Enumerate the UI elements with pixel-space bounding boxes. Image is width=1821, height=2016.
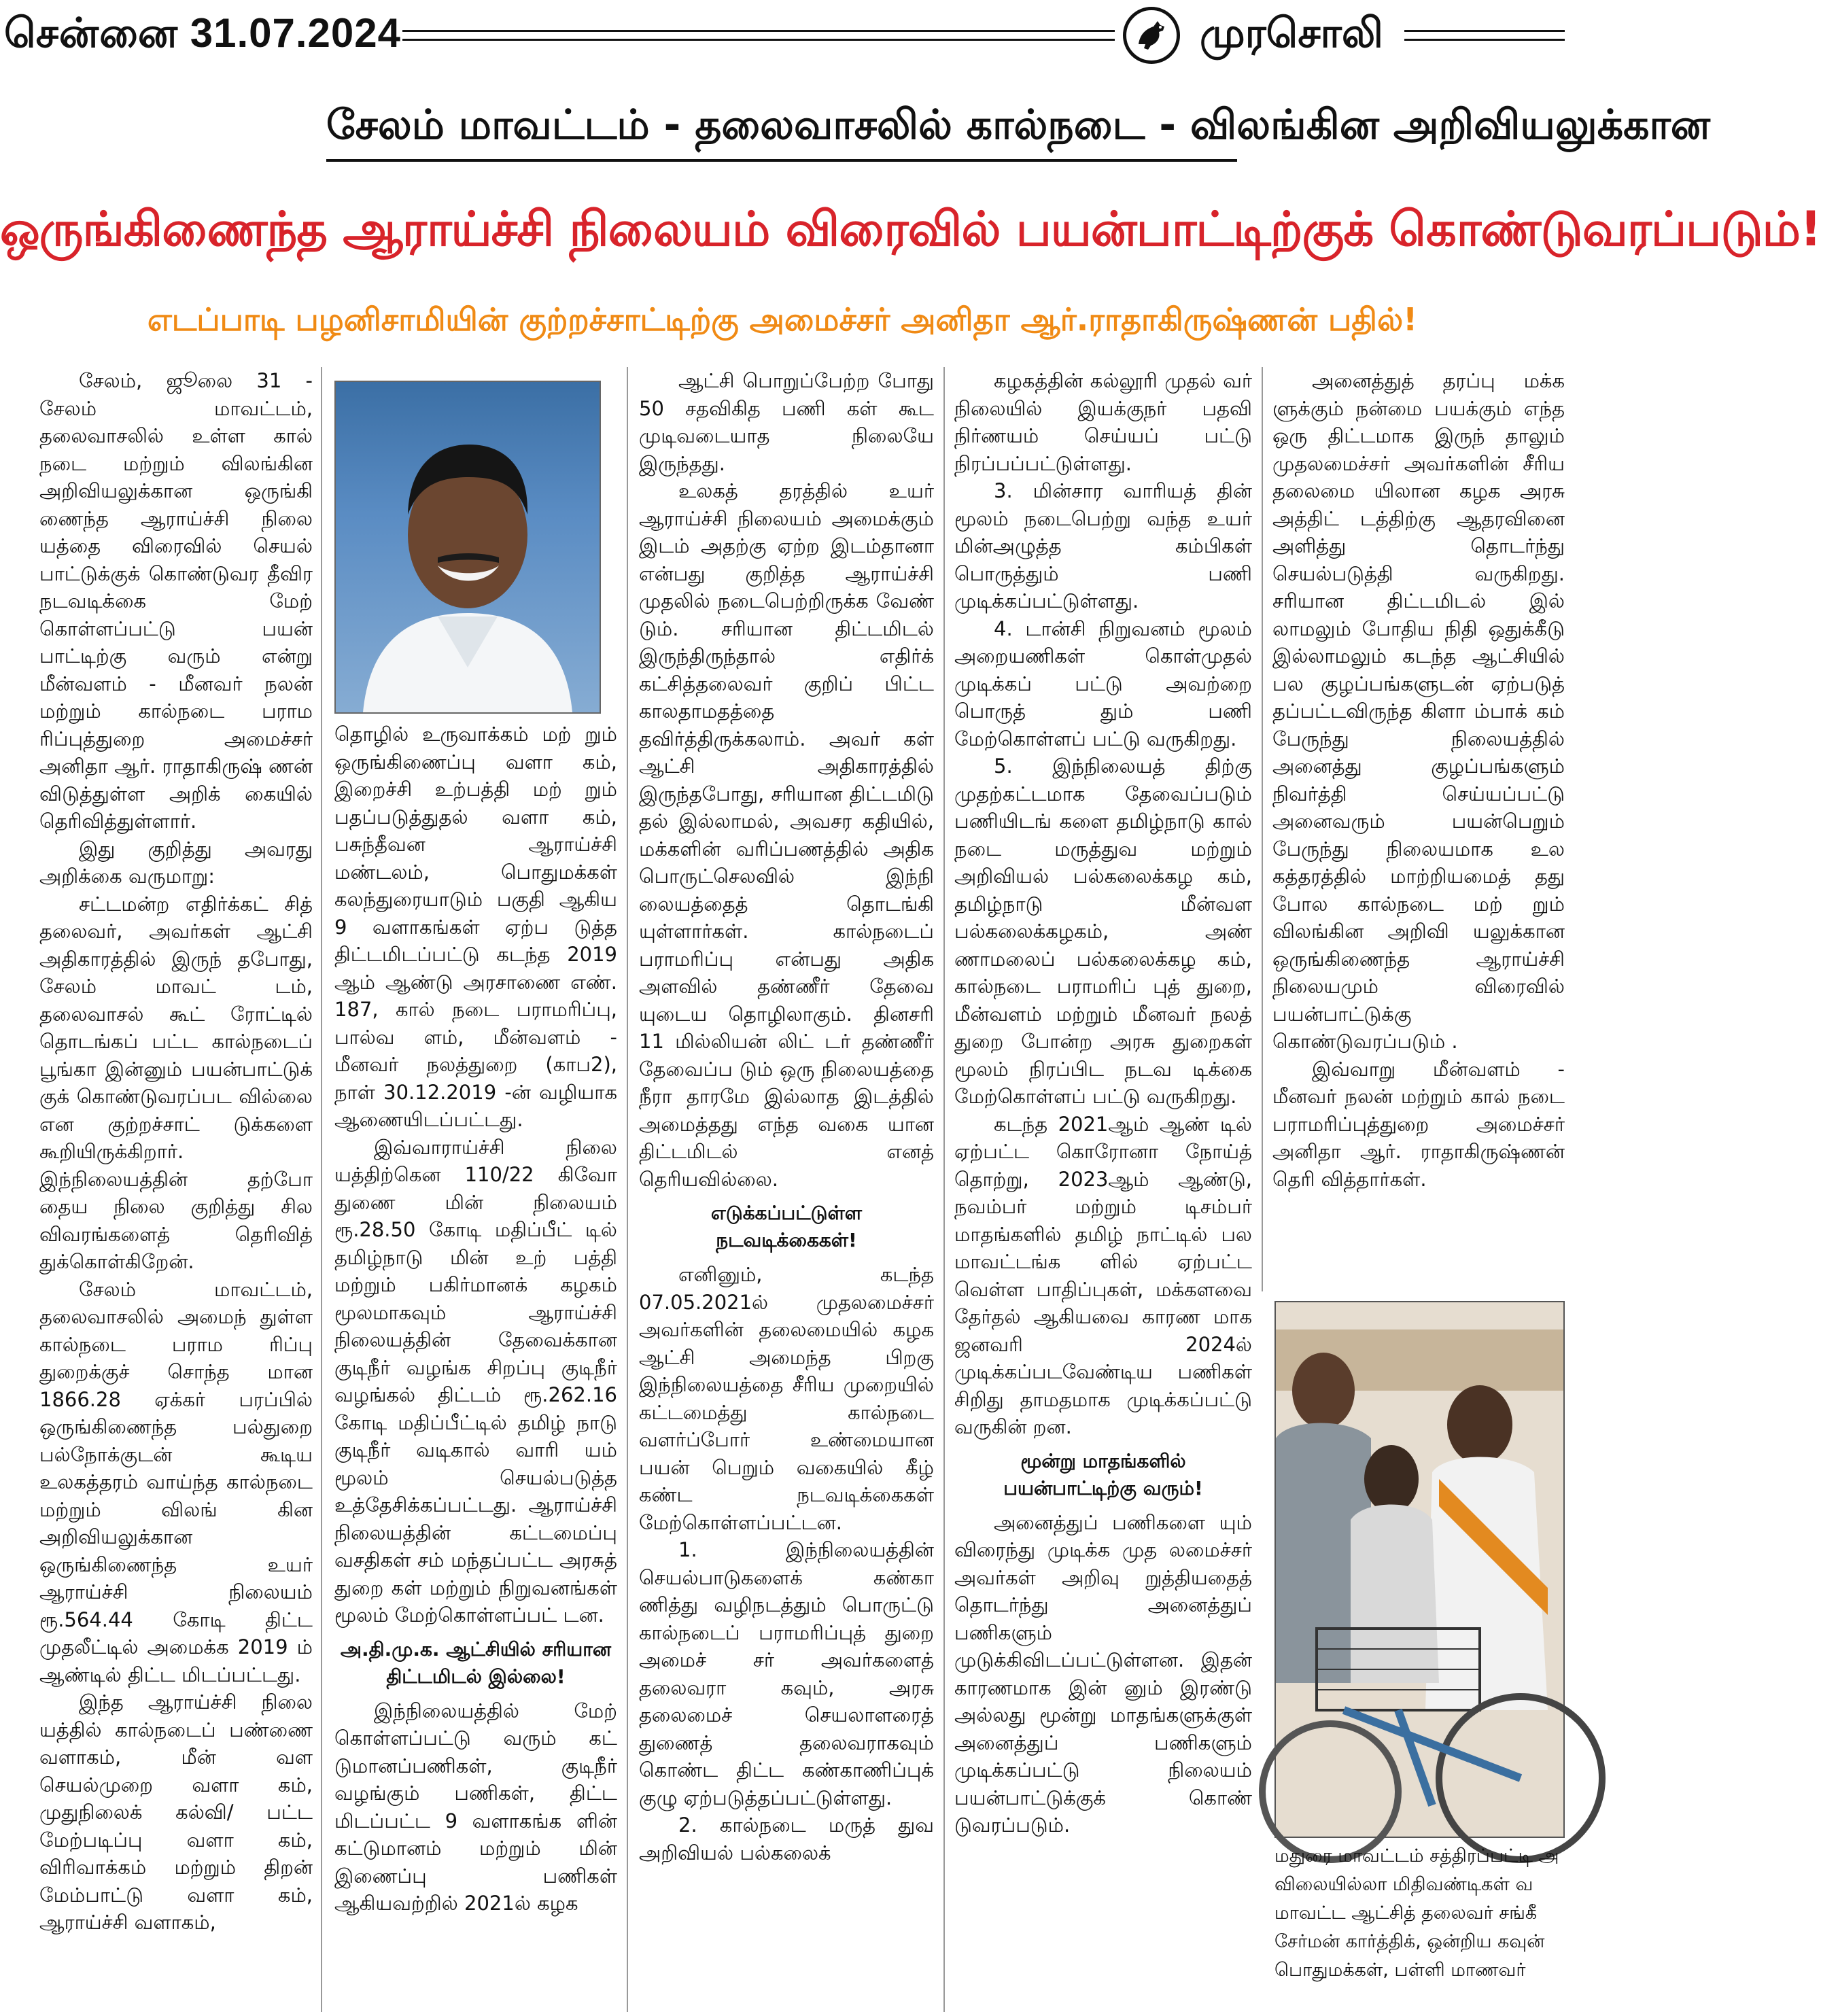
section-subheading: அ.தி.மு.க. ஆட்சியில் சரியான திட்டமிடல் இல்லை! (340, 1637, 612, 1688)
masthead-rule-left (402, 30, 1115, 41)
paragraph: 2. கால்நடை மருத் துவ அறிவியல் பல்கலைக் (639, 1813, 934, 1864)
column-divider (627, 367, 628, 2012)
section-subheading: எடுக்கப்பட்டுள்ள நடவடிக்கைகள்! (710, 1202, 863, 1251)
article-column-2 (334, 720, 617, 2016)
column-divider (321, 367, 322, 2012)
bicycle-distribution-photo (1274, 1301, 1565, 1838)
caption-line: விலையில்லா மிதிவண்டிகள் வ (1274, 1874, 1533, 1895)
column-divider (943, 367, 945, 2012)
edition-date: சென்னை 31.07.2024 (4, 10, 402, 56)
article-column-1 (39, 367, 313, 2016)
paragraph: 1. இந்நிலையத்தின் செயல்பாடுகளைக் கண்கா ணித்து வழிநடத்தும் பொருட்டு கால்நடைப் பராமரிப்புத் துறை அமைச் சர் அவர்களைத் தலைவரா கவும், அரசு தலைமைச் செயலாளரைத் துணைத் தலைவராகவும் கொண்ட திட்ட கண்காணிப்புக் குழு ஏற்படுத்தப்பட்டுள்ளது. (639, 1538, 934, 1809)
main-headline: ஒருங்கிணைந்த ஆராய்ச்சி நிலையம் விரைவில் பயன்பாட்டிற்குக் கொண்டுவரப்படும்! (0, 201, 1821, 257)
paragraph: எனினும், கடந்த 07.05.2021ல் முதலமைச்சர் அவர்களின் தலைமையில் கழக ஆட்சி அமைந்த பிறகு இந்நிலையத்தை சீரிய முறையில் கட்டமைத்து கால்நடை வளர்ப்போர் உண்மையான பயன் பெறும் வகையில் கீழ் கண்ட நடவடிக்கைகள் மேற்கொள்ளப்பட்டன. (639, 1263, 934, 1534)
caption-line: மாவட்ட ஆட்சித் தலைவர் சங்கீ (1274, 1902, 1538, 1924)
caption-line: பொதுமக்கள், பள்ளி மாணவர் (1274, 1960, 1526, 1981)
article-column-4 (954, 367, 1252, 2016)
kicker-line: சேலம் மாவட்டம் - தலைவாசலில் கால்நடை - விலங்கின அறிவியலுக்கான (326, 101, 1710, 149)
paragraph: சட்டமன்ற எதிர்க்கட் சித் தலைவர், அவர்கள் ஆட்சி அதிகாரத்தில் இருந் தபோது, சேலம் மாவட் டம், தலைவாசல் கூட் ரோட்டில் தொடங்கப் பட்ட கால்நடைப் பூங்கா இன்னும் பயன்பாட்டுக் குக் கொண்டுவரப்பட வில்லை என குற்றச்சாட் டுக்களை கூறியிருக்கிறார். இந்நிலையத்தின் தற்போ தைய நிலை குறித்து சில விவரங்களைத் தெரிவித் துக்கொள்கிறேன். (39, 892, 313, 1273)
caption-line: மதுரை மாவட்டம் சத்திரப்பட்டி அ (1274, 1845, 1559, 1866)
article-column-5 (1272, 367, 1565, 1291)
article-column-3 (639, 367, 934, 2016)
horse-emblem-icon (1123, 7, 1180, 64)
paragraph: 5. இந்நிலையத் திற்கு முதற்கட்டமாக தேவைப்படும் பணியிடங் களை தமிழ்நாடு கால் நடை மருத்துவ மற்றும் அறிவியல் பல்கலைக்கழ கம், தமிழ்நாடு மீன்வள பல்கலைக்கழகம், அண் ணாமலைப் பல்கலைக்கழ கம், கால்நடை பராமரிப் புத் துறை, மீன்வளம் மற்றும் மீனவர் நலத் துறை போன்ற அரசு துறைகள் மூலம் நிரப்பிட நடவ டிக்கை மேற்கொள்ளப் பட்டு வருகிறது. (954, 754, 1252, 1108)
paragraph: இந்நிலையத்தில் மேற் கொள்ளப்பட்டு வரும் கட் டுமானப்பணிகள், குடிநீர் வழங்கும் பணிகள், திட்ட மிடப்பட்ட 9 வளாகங்க ளின் கட்டுமானம் மற்றும் மின் இணைப்பு பணிகள் ஆகியவற்றில் 2021ல் கழக (334, 1699, 617, 1915)
section-subheading: மூன்று மாதங்களில் பயன்பாட்டிற்கு வரும்! (1003, 1449, 1203, 1499)
masthead (0, 0, 1565, 82)
paragraph: சேலம் மாவட்டம், தலைவாசலில் அமைந் துள்ள கால்நடை பராம ரிப்பு துறைக்குச் சொந்த மான 1866.28 ஏக்கர் பரப்பில் ஒருங்கிணைந்த பல்துறை பல்நோக்குடன் கூடிய உலகத்தரம் வாய்ந்த கால்நடை மற்றும் விலங் கின அறிவியலுக்கான ஒருங்கிணைந்த உயர் ஆராய்ச்சி நிலையம் ரூ.564.44 கோடி திட்ட முதலீட்டில் அமைக்க 2019 ம் ஆண்டில் திட்ட மிடப்பட்டது. (39, 1277, 313, 1686)
masthead-rule-right (1404, 30, 1565, 41)
paragraph: இவ்வாராய்ச்சி நிலை யத்திற்கென 110/22 கிவோ துணை மின் நிலையம் ரூ.28.50 கோடி மதிப்பீட் டில் தமிழ்நாடு மின் உற் பத்தி மற்றும் பகிர்மானக் கழகம் மூலமாகவும் ஆராய்ச்சி நிலையத்தின் தேவைக்கான குடிநீர் வழங்க சிறப்பு குடிநீர் வழங்கல் திட்டம் ரூ.262.16 கோடி மதிப்பீட்டில் தமிழ் நாடு குடிநீர் வடிகால் வாரி யம் மூலம் செயல்படுத்த உத்தேசிக்கப்பட்டது. ஆராய்ச்சி நிலையத்தின் கட்டமைப்பு வசதிகள் சம் மந்தப்பட்ட அரசுத் துறை கள் மற்றும் நிறுவனங்கள் மூலம் மேற்கொள்ளப்பட் டன. (334, 1135, 617, 1627)
kicker-underline (326, 159, 1237, 162)
minister-portrait-photo (334, 381, 601, 714)
paragraph: அனைத்துப் பணிகளை யும் விரைந்து முடிக்க முத லமைச்சர் அவர்கள் அறிவு றுத்தியதைத் தொடர்ந்து அனைத்துப் பணிகளும் முடுக்கிவிடப்பட்டுள்ளன. இதன் காரணமாக இன் னும் இரண்டு அல்லது மூன்று மாதங்களுக்குள் அனைத்துப் பணிகளும் முடிக்கப்பட்டு நிலையம் பயன்பாட்டுக்குக் கொண் டுவரப்படும். (954, 1510, 1252, 1837)
caption-line: சேர்மன் கார்த்திக், ஒன்றிய கவுன் (1274, 1931, 1545, 1952)
paragraph: உலகத் தரத்தில் உயர் ஆராய்ச்சி நிலையம் அமைக்கும் இடம் அதற்கு ஏற்ற இடம்தானா என்பது குறித்த ஆராய்ச்சி முதலில் நடைபெற்றிருக்க வேண் டும். சரியான திட்டமிடல் இருந்திருந்தால் எதிர்க் கட்சித்தலைவர் குறிப் பிட்ட காலதாமதத்தை தவிர்த்திருக்கலாம். அவர் கள் ஆட்சி அதிகாரத்தில் இருந்தபோது, சரியான திட்டமிடு தல் இல்லாமல், அவசர கதியில், மக்களின் வரிப்பணத்தில் அதிக பொருட்செலவில் இந்நி லையத்தைத் தொடங்கி யுள்ளார்கள். கால்நடைப் பராமரிப்பு என்பது அதிக அளவில் தண்ணீர் தேவை யுடைய தொழிலாகும். தினசரி 11 மில்லியன் லிட் டர் தண்ணீர் தேவைப்ப டும் ஒரு நிலையத்தை நீரா தாரமே இல்லாத இடத்தில் அமைத்தது எந்த வகை யான திட்டமிடல் எனத் தெரியவில்லை. (639, 479, 934, 1191)
paragraph: இது குறித்து அவரது அறிக்கை வருமாறு: (39, 837, 313, 888)
newspaper-name: முரசொலி (1200, 10, 1383, 57)
paragraph: 4. டான்சி நிறுவனம் மூலம் அறையணிகள் கொள்முதல் முடிக்கப் பட்டு அவற்றை பொருத் தும் பணி மேற்கொள்ளப் பட்டு வருகிறது. (954, 616, 1252, 750)
paragraph: அனைத்துத் தரப்பு மக்க ளுக்கும் நன்மை பயக்கும் எந்த ஒரு திட்டமாக இருந் தாலும் முதலமைச்சர் அவர்களின் சீரிய தலைமை யிலான கழக அரசு அத்திட் டத்திற்கு ஆதரவினை அளித்து தொடர்ந்து செயல்படுத்தி வருகிறது. சரியான திட்டமிடல் இல் லாமலும் போதிய நிதி ஒதுக்கீடு இல்லாமலும் கடந்த ஆட்சியில் பல குழப்பங்களுடன் ஏற்படுத் தப்பட்டவிருந்த கிளா ம்பாக் கம் பேருந்து நிலையத்தில் அனைத்து குழப்பங்களும் நிவர்த்தி செய்யப்பட்டு அனைவரும் பயன்பெறும் பேருந்து நிலையமாக உல கத்தரத்தில் மாற்றியமைத் தது போல கால்நடை மற் றும் விலங்கின அறிவி யலுக்கான ஒருங்கிணைந்த ஆராய்ச்சி நிலையமும் விரைவில் பயன்பாட்டுக்கு கொண்டுவரப்படும் . (1272, 369, 1565, 1053)
paragraph: கடந்த 2021ஆம் ஆண் டில் ஏற்பட்ட கொரோனா நோய்த் தொற்று, 2023ஆம் ஆண்டு, நவம்பர் மற்றும் டிசம்பர் மாதங்களில் தமிழ் நாட்டில் பல மாவட்டங்க ளில் ஏற்பட்ட வெள்ள பாதிப்புகள், மக்களவை தேர்தல் ஆகியவை காரண மாக ஜனவரி 2024ல் முடிக்கப்படவேண்டிய பணிகள் சிறிது தாமதமாக முடிக்கப்பட்டு வருகின் றன. (954, 1112, 1252, 1438)
paragraph: இந்த ஆராய்ச்சி நிலை யத்தில் கால்நடைப் பண்ணை வளாகம், மீன் வள செயல்முறை வளா கம், முதுநிலைக் கல்வி/ பட்ட மேற்படிப்பு வளா கம், விரிவாக்கம் மற்றும் திறன் மேம்பாட்டு வளா கம், ஆராய்ச்சி வளாகம், (39, 1690, 313, 1934)
photo-caption (1274, 1842, 1565, 2016)
paragraph: ஆட்சி பொறுப்பேற்ற போது 50 சதவிகித பணி கள் கூட முடிவடையாத நிலையே இருந்தது. (639, 369, 934, 475)
paragraph: 3. மின்சார வாரியத் தின் மூலம் நடைபெற்று வந்த உயர் மின்அழுத்த கம்பிகள் பொருத்தும் பணி முடிக்கப்பட்டுள்ளது. (954, 479, 1252, 612)
column-divider (1262, 367, 1263, 1291)
paragraph: தொழில் உருவாக்கம் மற் றும் ஒருங்கிணைப்பு வளா கம், இறைச்சி உற்பத்தி மற் றும் பதப்படுத்துதல் வளா கம், பசுந்தீவன ஆராய்ச்சி மண்டலம், பொதுமக்கள் கலந்துரையாடும் பகுதி ஆகிய 9 வளாகங்கள் ஏற்ப டுத்த திட்டமிடப்பட்டு கடந்த 2019 ஆம் ஆண்டு அரசாணை எண். 187, கால் நடை பராமரிப்பு, பால்வ ளம், மீன்வளம் - மீனவர் நலத்துறை (காப2), நாள் 30.12.2019 -ன் வழியாக ஆணையிடப்பட்டது. (334, 723, 617, 1131)
paragraph: கழகத்தின் கல்லூரி முதல் வர் நிலையில் இயக்குநர் பதவி நிர்ணயம் செய்யப் பட்டு நிரப்பப்பட்டுள்ளது. (954, 369, 1252, 475)
paragraph: சேலம், ஜூலை 31 - சேலம் மாவட்டம், தலைவாசலில் உள்ள கால் நடை மற்றும் விலங்கின அறிவியலுக்கான ஒருங்கி ணைந்த ஆராய்ச்சி நிலை யத்தை விரைவில் செயல் பாட்டுக்குக் கொண்டுவர தீவிர நடவடிக்கை மேற் கொள்ளப்பட்டு பயன் பாட்டிற்கு வரும் என்று மீன்வளம் - மீனவர் நலன் மற்றும் கால்நடை பராம ரிப்புத்துறை அமைச்சர் அனிதா ஆர். ராதாகிருஷ் ணன் விடுத்துள்ள அறிக் கையில் தெரிவித்துள்ளார். (39, 369, 313, 833)
paragraph: இவ்வாறு மீன்வளம் - மீனவர் நலன் மற்றும் கால் நடை பராமரிப்புத்துறை அமைச்சர் அனிதா ஆர். ராதாகிருஷ்ணன் தெரி வித்தார்கள். (1272, 1057, 1565, 1191)
sub-headline: எடப்பாடி பழனிசாமியின் குற்றச்சாட்டிற்கு அமைச்சர் அனிதா ஆர்.ராதாகிருஷ்ணன் பதில்! (147, 301, 1418, 338)
